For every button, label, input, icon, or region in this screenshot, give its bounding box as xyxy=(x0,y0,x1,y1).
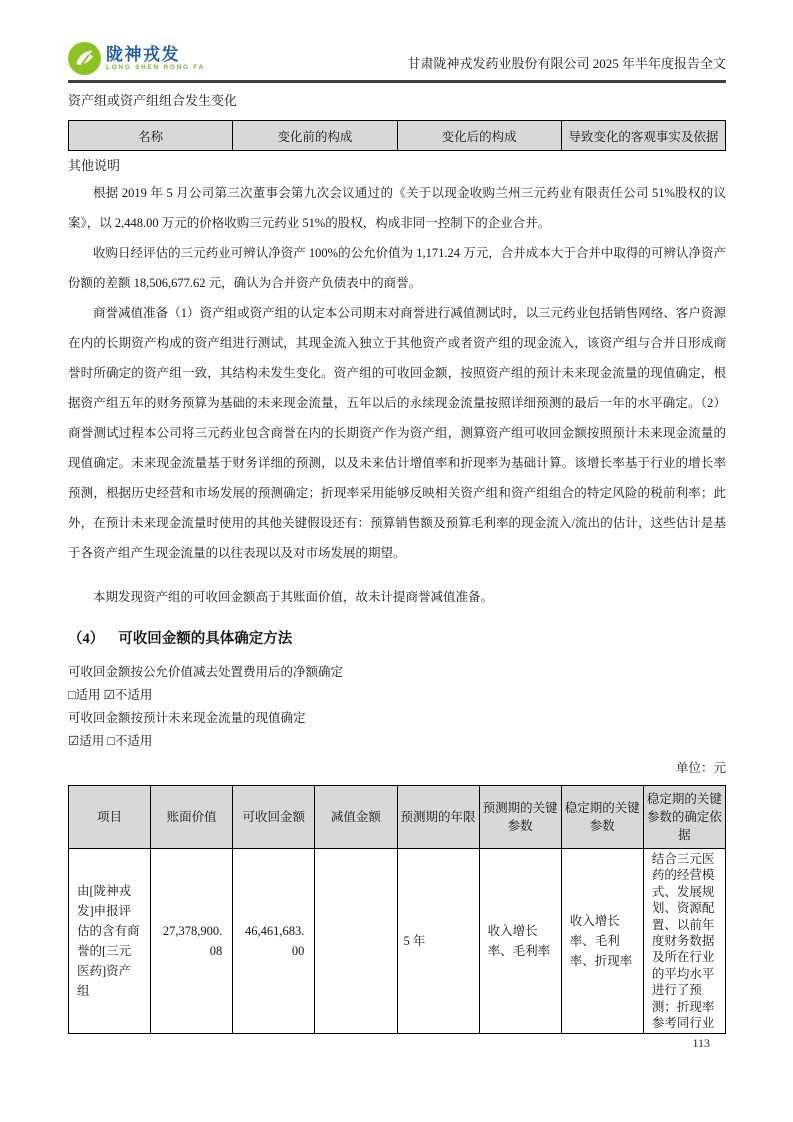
brand-wordmark xyxy=(106,46,205,72)
cell-stable-params-basis: 结合三元医药的经营模式、发展规划、资源配置、以前年度财务数据及所在行业的平均水平进行了预测；折现率参考同行业 xyxy=(643,849,725,1034)
paragraph-conclusion: 本期发现资产组的可收回金额高于其账面价值，故未计提商誉减值准备。 xyxy=(93,590,494,604)
change-col-name: 名称 xyxy=(69,121,233,151)
table-row xyxy=(69,849,726,1034)
recoverable-table-header-row xyxy=(69,786,726,849)
change-col-reason: 导致变化的客观事实及依据 xyxy=(561,121,725,151)
brand-logo-icon xyxy=(68,42,101,75)
change-table xyxy=(68,120,726,151)
section4-title: 可收回金额的具体确定方法 xyxy=(118,631,293,647)
col-item: 项目 xyxy=(69,786,151,849)
cell-stable-key-params: 收入增长率、毛利率、折现率 xyxy=(561,849,643,1034)
paragraph-acquisition: 根据 2019 年 5 月公司第三次董事会第九次会议通过的《关于以现金收购兰州三元药业有限责任公司 51%股权的议案》，以 2,448.00 万元的价格收购三元药业 51%的股权，构成非同一控制下的企业合并。 xyxy=(68,186,726,230)
col-forecast-period: 预测期的年限 xyxy=(397,786,479,849)
cell-item: 由[陇神戎发]申报评估的含有商誉的[三元医药]资产组 xyxy=(69,849,151,1034)
col-stable-params-basis: 稳定期的关键参数的确定依据 xyxy=(643,786,725,849)
col-stable-key-params: 稳定期的关键参数 xyxy=(561,786,643,849)
brand-name-en: LONG SHEN RONG FA xyxy=(106,63,205,71)
method2-label: 可收回金额按预计未来现金流量的现值确定 xyxy=(68,711,306,725)
method1-choice: □适用 ☑不适用 xyxy=(68,688,153,702)
cell-book-value: 27,378,900.08 xyxy=(151,849,233,1034)
recoverable-amount-table xyxy=(68,785,726,1034)
unit-label: 单位：元 xyxy=(675,761,726,775)
cell-impairment-amount xyxy=(315,849,397,1034)
method1-label: 可收回金额按公允价值减去处置费用后的净额确定 xyxy=(68,665,344,679)
section4-heading xyxy=(68,626,726,652)
method2-choice: ☑适用 □不适用 xyxy=(68,734,153,748)
asset-group-change-lead: 资产组或资产组组合发生变化 xyxy=(68,93,238,108)
method-conditions xyxy=(68,661,726,753)
col-book-value: 账面价值 xyxy=(151,786,233,849)
other-note-label: 其他说明 xyxy=(68,158,121,173)
change-col-before: 变化前的构成 xyxy=(233,121,397,151)
company-logo xyxy=(68,42,205,75)
cell-forecast-key-params: 收入增长率、毛利率 xyxy=(479,849,561,1034)
section4-number: （4） xyxy=(68,631,105,647)
col-impairment-amount: 减值金额 xyxy=(315,786,397,849)
page-number: 113 xyxy=(692,1036,710,1050)
paragraph-goodwill-recognition: 收购日经评估的三元药业可辨认净资产 100%的公允价值为 1,171.24 万元，合并成本大于合并中取得的可辨认净资产份额的差额 18,506,677.62 元，确认为合并资产负债表中的商誉。 xyxy=(68,246,726,290)
brand-name-cn: 陇神戎发 xyxy=(106,44,180,64)
cell-recoverable-amount: 46,461,683.00 xyxy=(233,849,315,1034)
body-text xyxy=(68,178,726,612)
col-recoverable-amount: 可收回金额 xyxy=(233,786,315,849)
change-table-header-row xyxy=(69,121,726,151)
paragraph-impairment-test: 商誉减值准备（1）资产组或资产组的认定本公司期末对商誉进行减值测试时，以三元药业包括销售网络、客户资源在内的长期资产构成的资产组进行测试，其现金流入独立于其他资产或者资产组的现金流入，该资产组与合并日形成商誉时所确定的资产组一致，其结构未发生变化。资产组的可收回金额，按照资产组的预计未来现金流量的现值确定，根据资产组五年的财务预算为基础的未来现金流量，五年以后的永续现金流量按照详细预测的最后一年的水平确定。（2）商誉测试过程本公司将三元药业包含商誉在内的长期资产作为资产组，测算资产组可收回金额按照预计未来现金流量的现值确定。未来现金流量基于财务详细的预测，以及未来估计增值率和折现率为基础计算。该增长率基于行业的增长率预测，根据历史经营和市场发展的预测确定；折现率采用能够反映相关资产组和资产组组合的特定风险的税前利率；此外，在预计未来现金流量时使用的其他关键假设还有：预算销售额及预算毛利率的现金流入/流出的估计，这些估计是基于各资产组产生现金流量的以往表现以及对市场发展的期望。 xyxy=(68,306,726,560)
cell-forecast-period: 5 年 xyxy=(397,849,479,1034)
page-header xyxy=(68,0,726,83)
document-title: 甘肃陇神戎发药业股份有限公司 2025 年半年度报告全文 xyxy=(407,56,726,71)
col-forecast-key-params: 预测期的关键参数 xyxy=(479,786,561,849)
change-col-after: 变化后的构成 xyxy=(397,121,561,151)
